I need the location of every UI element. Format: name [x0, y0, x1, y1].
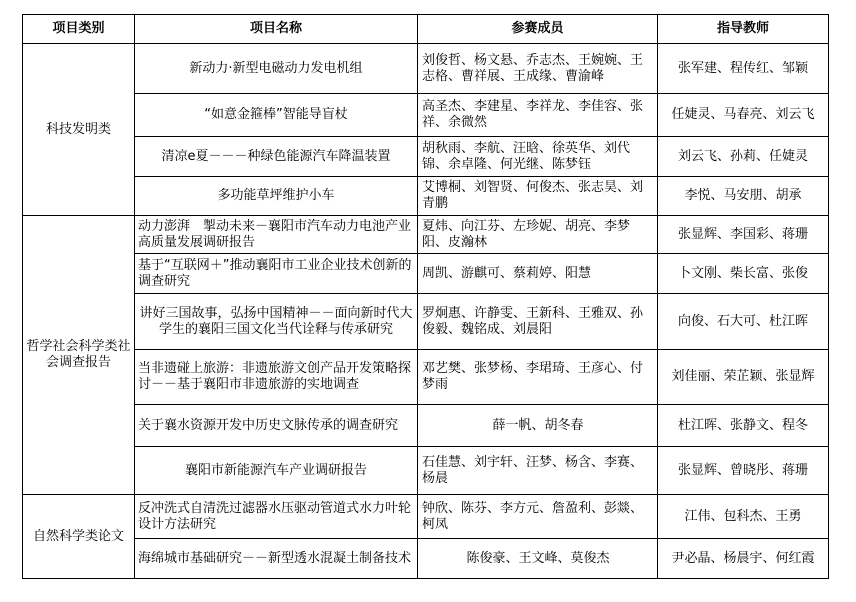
- header-row: [23, 15, 829, 44]
- teachers-cell: 刘云飞、孙莉、任婕灵: [658, 137, 829, 177]
- project-table: [22, 14, 829, 579]
- teachers-cell: 李悦、马安朋、胡承: [658, 177, 829, 216]
- project-name-cell: “如意金箍棒”智能导盲杖: [135, 94, 418, 137]
- table-row: [23, 44, 829, 94]
- project-name-cell: 多功能草坪维护小车: [135, 177, 418, 216]
- table-row: [23, 94, 829, 137]
- members-cell: 高圣杰、李建星、李祥龙、李佳容、张祥、余微然: [418, 94, 658, 137]
- table-row: [23, 137, 829, 177]
- project-name-cell: 讲好三国故事，弘扬中国精神－－面向新时代大学生的襄阳三国文化当代诠释与传承研究: [135, 294, 418, 350]
- teachers-cell: 刘佳丽、荣芷颖、张显辉: [658, 350, 829, 405]
- table-row: [23, 216, 829, 254]
- project-name-cell: 基于“互联网＋”推动襄阳市工业企业技术创新的调查研究: [135, 254, 418, 294]
- teachers-cell: 杜江晖、张静文、程冬: [658, 405, 829, 447]
- teachers-cell: 张显辉、李国彩、蒋珊: [658, 216, 829, 254]
- table-row: [23, 294, 829, 350]
- teachers-cell: 向俊、石大可、杜江晖: [658, 294, 829, 350]
- members-cell: 陈俊豪、王文峰、莫俊杰: [418, 539, 658, 579]
- project-name-cell: 关于襄水资源开发中历史文脉传承的调查研究: [135, 405, 418, 447]
- table-row: [23, 177, 829, 216]
- project-name-cell: 新动力·新型电磁动力发电机组: [135, 44, 418, 94]
- table-wrapper: [22, 14, 829, 579]
- table-row: [23, 405, 829, 447]
- project-name-cell: 襄阳市新能源汽车产业调研报告: [135, 447, 418, 495]
- members-cell: 薛一帆、胡冬春: [418, 405, 658, 447]
- category-cell: 哲学社会科学类社会调查报告: [23, 216, 135, 495]
- header-category: 项目类别: [23, 15, 135, 44]
- members-cell: 钟欣、陈芬、李方元、詹盈利、彭燚、柯凤: [418, 495, 658, 539]
- teachers-cell: 卜文刚、柴长富、张俊: [658, 254, 829, 294]
- header-members: 参赛成员: [418, 15, 658, 44]
- teachers-cell: 张军建、程传红、邹颖: [658, 44, 829, 94]
- table-row: [23, 350, 829, 405]
- project-name-cell: 清凉e夏－－－种绿色能源汽车降温装置: [135, 137, 418, 177]
- table-row: [23, 447, 829, 495]
- teachers-cell: 尹必晶、杨晨宇、何红霞: [658, 539, 829, 579]
- project-name-cell: 当非遗碰上旅游：非遗旅游文创产品开发策略探讨－－基于襄阳市非遗旅游的实地调查: [135, 350, 418, 405]
- members-cell: 刘俊哲、杨文悬、乔志杰、王婉婉、王志格、曹祥展、王成缘、曹渝峰: [418, 44, 658, 94]
- teachers-cell: 张显辉、曾晓彤、蒋珊: [658, 447, 829, 495]
- table-row: [23, 254, 829, 294]
- project-name-cell: 动力澎湃 掣动未来－襄阳市汽车动力电池产业高质量发展调研报告: [135, 216, 418, 254]
- members-cell: 夏炜、向江芬、左珍妮、胡亮、李梦阳、皮瀚林: [418, 216, 658, 254]
- project-name-cell: 反冲洗式自清洗过滤器水压驱动管道式水力叶轮设计方法研究: [135, 495, 418, 539]
- header-project-name: 项目名称: [135, 15, 418, 44]
- teachers-cell: 江伟、包科杰、王勇: [658, 495, 829, 539]
- category-cell: 科技发明类: [23, 44, 135, 216]
- teachers-cell: 任婕灵、马春亮、刘云飞: [658, 94, 829, 137]
- members-cell: 罗炯惠、许静雯、王新科、王雅双、孙俊毅、魏铭成、刘晨阳: [418, 294, 658, 350]
- members-cell: 艾博桐、刘智贤、何俊杰、张志昊、刘青鹏: [418, 177, 658, 216]
- members-cell: 邓艺樊、张梦杨、李珺琦、王彦心、付梦雨: [418, 350, 658, 405]
- members-cell: 胡秋雨、李航、汪晗、徐英华、刘代锦、余卓隆、何光继、陈梦钰: [418, 137, 658, 177]
- table-row: [23, 539, 829, 579]
- category-cell: 自然科学类论文: [23, 495, 135, 579]
- project-name-cell: 海绵城市基础研究－－新型透水混凝土制备技术: [135, 539, 418, 579]
- members-cell: 周凯、游麒可、蔡莉婷、阳慧: [418, 254, 658, 294]
- table-row: [23, 495, 829, 539]
- header-teachers: 指导教师: [658, 15, 829, 44]
- members-cell: 石佳慧、刘宇轩、汪梦、杨含、李赛、杨晨: [418, 447, 658, 495]
